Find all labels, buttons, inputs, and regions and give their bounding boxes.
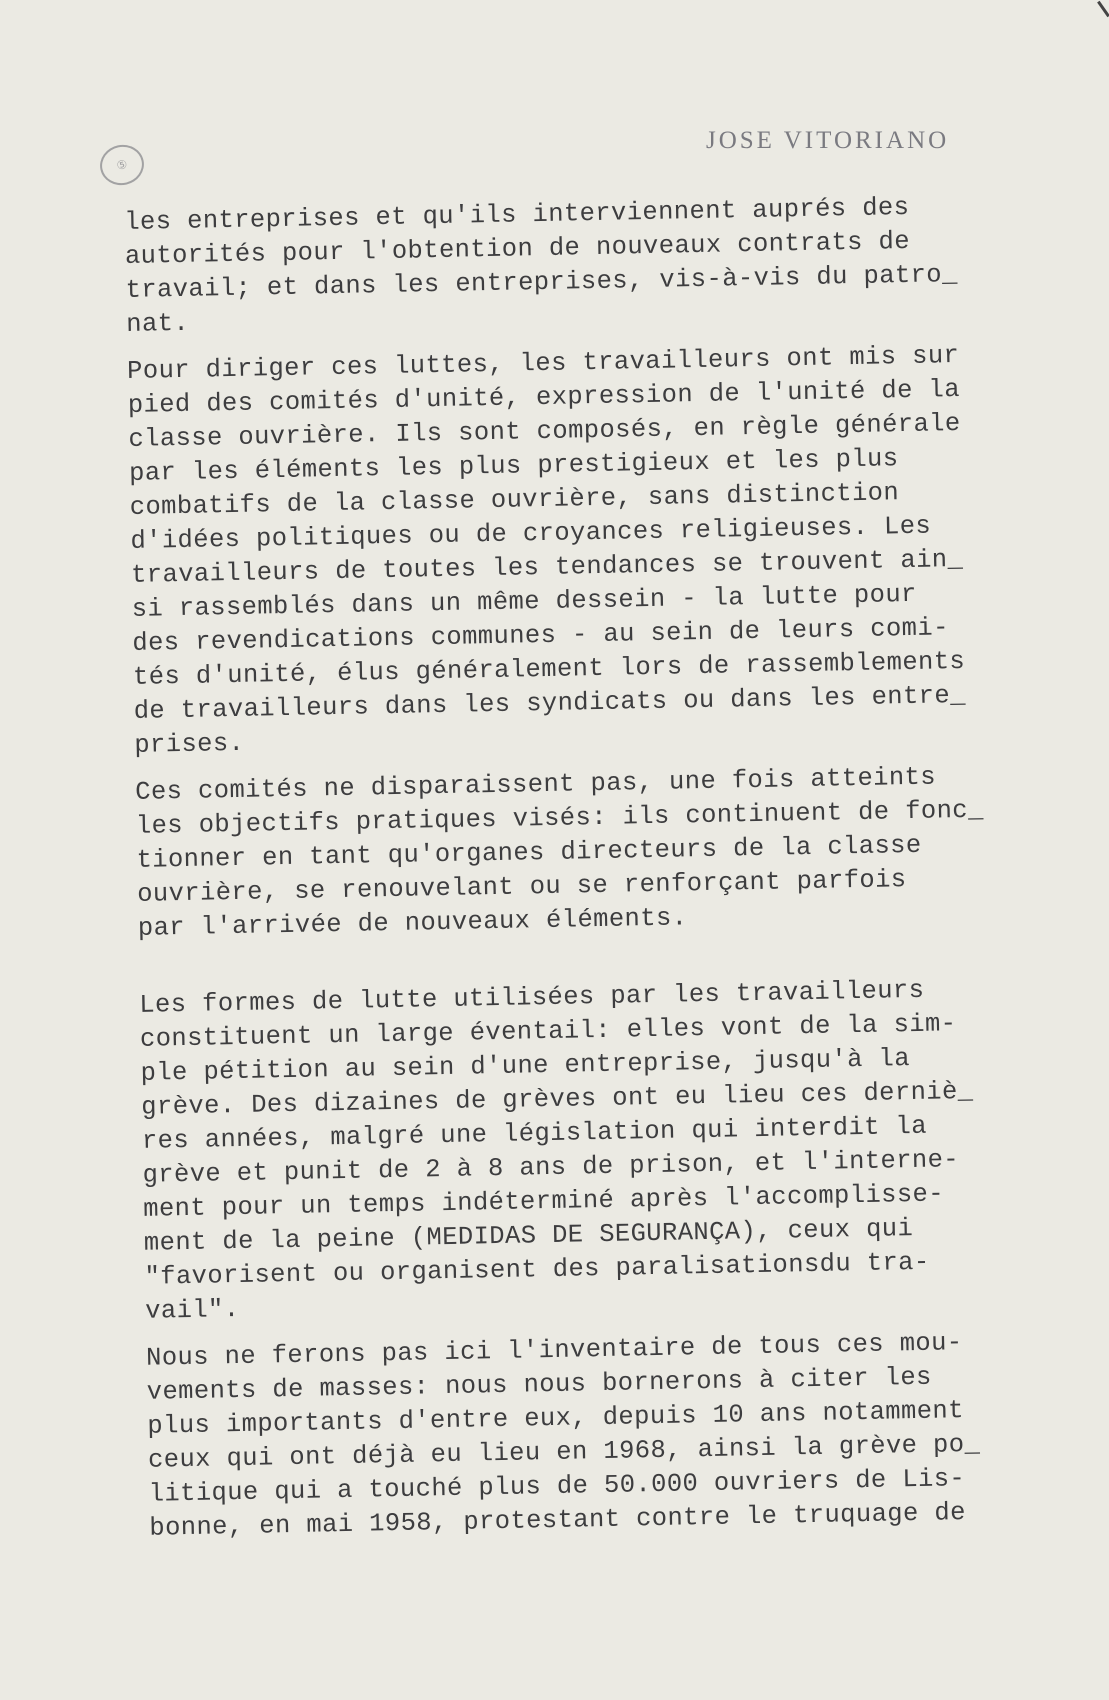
text-line: travailleurs de toutes les tendances se trouvent ain_ xyxy=(130,544,964,590)
text-line: ment pour un temps indéterminé après l'accomplisse- xyxy=(142,1179,945,1224)
text-line: par l'arrivée de nouveaux éléments. xyxy=(137,903,688,943)
text-line: de travailleurs dans les syndicats ou dans les entre_ xyxy=(133,680,967,726)
text-line: Pour diriger ces luttes, les travailleurs ont mis sur xyxy=(126,340,960,386)
text-line: res années, malgré une législation qui interdit la xyxy=(141,1111,928,1156)
text-line: vail". xyxy=(144,1294,240,1326)
text-line: des revendications communes - au sein de leurs comi- xyxy=(132,613,950,658)
text-line: "favorisent ou organisent des paralisationsdu tra- xyxy=(144,1247,930,1292)
text-line: tionner en tant qu'organes directeurs de la classe xyxy=(136,830,922,875)
text-line: combatifs de la classe ouvrière, sans distinction xyxy=(129,478,900,522)
body-text xyxy=(124,189,1010,1558)
text-line: Ces comités ne disparaissent pas, une fois atteints xyxy=(134,762,937,807)
paragraph xyxy=(139,972,1005,1328)
text-line: constituent un large éventail: elles vont de la sim- xyxy=(139,1009,957,1054)
text-line: si rassemblés dans un même dessein - la lutte pour xyxy=(131,579,918,624)
text-line: classe ouvrière. Ils sont composés, en règle générale xyxy=(128,408,961,454)
paragraph xyxy=(135,759,998,945)
text-line: ouvrière, se renouvelant ou se renforçant parfois xyxy=(136,865,907,909)
paragraph xyxy=(127,338,995,762)
text-line: travail; et dans les entreprises, vis-à-vis du patro_ xyxy=(125,260,958,305)
text-line: vements de masses: nous nous bornerons à citer les xyxy=(146,1362,933,1407)
text-line: autorités pour l'obtention de nouveaux contrats de xyxy=(124,226,911,271)
text-line: tés d'unité, élus généralement lors de rassemblements xyxy=(132,646,966,692)
text-line: ceux qui ont déjà eu lieu en 1968, ainsi la grève po_ xyxy=(147,1429,981,1475)
text-line: grève et punit de 2 à 8 ans de prison, et l'interne- xyxy=(142,1145,960,1190)
text-line: bonne, en mai 1958, protestant contre le truquage de xyxy=(149,1498,967,1543)
page-stamp: ⑤ xyxy=(96,141,147,189)
text-line: pied des comités d'unité, expression de l'unité de la xyxy=(127,374,961,420)
text-line: litique qui a touché plus de 50.000 ouvriers de Lis- xyxy=(148,1464,966,1509)
text-line: grève. Des dizaines de grèves ont eu lieu ces derniè_ xyxy=(141,1076,974,1122)
paragraph xyxy=(146,1325,1010,1545)
text-line: les entreprises et qu'ils interviennent auprés des xyxy=(124,192,910,237)
text-line: nat. xyxy=(125,308,190,339)
author-header: JOSE VITORIANO xyxy=(706,127,950,154)
text-line: ple pétition au sein d'une entreprise, jusqu'à la xyxy=(140,1044,911,1088)
paragraph xyxy=(124,189,986,341)
text-line: Nous ne ferons pas ici l'inventaire de tous ces mou- xyxy=(145,1328,963,1373)
pen-mark xyxy=(1097,1,1109,17)
text-line: plus importants d'entre eux, depuis 10 ans notamment xyxy=(147,1396,965,1441)
text-line: les objectifs pratiques visés: ils continuent de fonc_ xyxy=(135,795,984,841)
text-line: Les formes de lutte utilisées par les travailleurs xyxy=(139,975,925,1020)
text-line: par les éléments les plus prestigieux et les plus xyxy=(128,444,899,488)
text-line: prises. xyxy=(134,728,245,760)
text-line: ment de la peine (MEDIDAS DE SEGURANÇA), ceux qui xyxy=(143,1214,914,1258)
text-line: d'idées politiques ou de croyances religieuses. Les xyxy=(130,511,932,556)
